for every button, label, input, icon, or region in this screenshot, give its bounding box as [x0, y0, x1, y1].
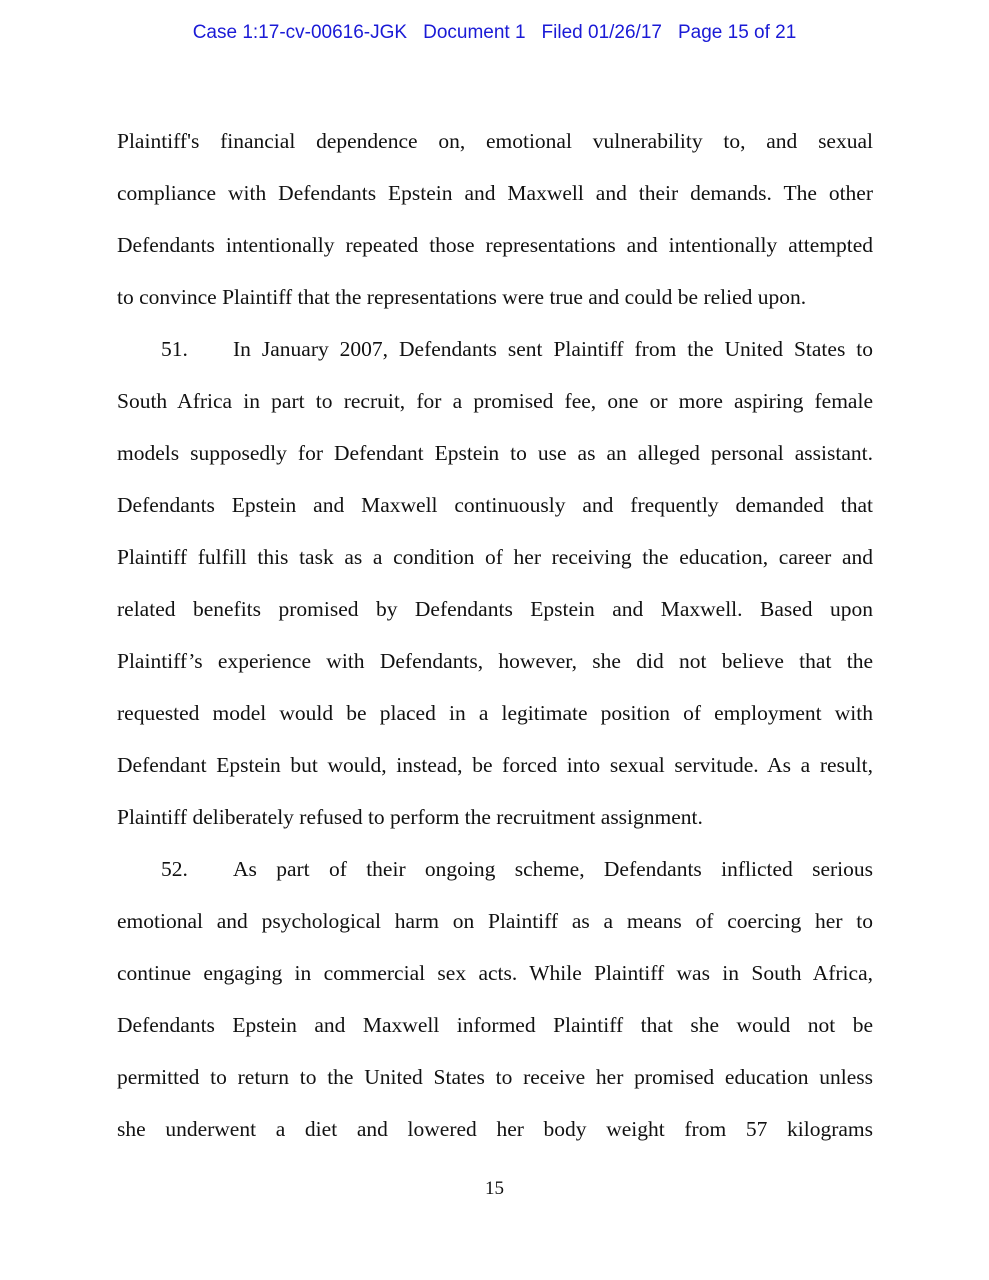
text-line: Defendants Epstein and Maxwell informed Plaintiff that she would not be	[117, 1013, 873, 1037]
paragraph-first-line	[117, 852, 873, 904]
paragraph-first-line	[117, 332, 873, 384]
text-line: Defendant Epstein but would, instead, be forced into sexual servitude. As a result,	[117, 753, 873, 777]
document-body	[117, 124, 873, 1164]
text-line: Plaintiff deliberately refused to perform the recruitment assignment.	[117, 805, 703, 829]
text-line: As part of their ongoing scheme, Defendants inflicted serious	[233, 857, 873, 881]
filed-date: Filed 01/26/17	[541, 22, 662, 43]
text-line: to convince Plaintiff that the representations were true and could be relied upon.	[117, 285, 807, 309]
text-line: continue engaging in commercial sex acts. While Plaintiff was in South Africa,	[117, 961, 873, 985]
text-line: Plaintiff fulfill this task as a condition of her receiving the education, career and	[117, 545, 873, 569]
text-line: In January 2007, Defendants sent Plaintiff from the United States to	[233, 337, 873, 361]
paragraph-number: 52.	[161, 857, 188, 881]
text-line: permitted to return to the United States to receive her promised education unless	[117, 1065, 873, 1089]
text-line: she underwent a diet and lowered her body weight from 57 kilograms	[117, 1117, 873, 1141]
page-number: 15	[485, 1178, 504, 1199]
paragraph-52	[117, 852, 873, 1164]
text-line: compliance with Defendants Epstein and Maxwell and their demands. The other	[117, 181, 873, 205]
paragraph-number: 51.	[161, 337, 188, 361]
paragraph-51	[117, 332, 873, 852]
text-line: related benefits promised by Defendants Epstein and Maxwell. Based upon	[117, 597, 873, 621]
continuation-paragraph	[117, 124, 873, 332]
text-line: Plaintiff’s experience with Defendants, however, she did not believe that the	[117, 649, 873, 673]
text-line: Defendants Epstein and Maxwell continuously and frequently demanded that	[117, 493, 873, 517]
text-line: Plaintiff's financial dependence on, emotional vulnerability to, and sexual	[117, 129, 873, 153]
court-filing-header	[0, 22, 989, 44]
text-line: models supposedly for Defendant Epstein to use as an alleged personal assistant.	[117, 441, 873, 465]
text-line: requested model would be placed in a legitimate position of employment with	[117, 701, 873, 725]
text-line: emotional and psychological harm on Plaintiff as a means of coercing her to	[117, 909, 873, 933]
text-line: South Africa in part to recruit, for a promised fee, one or more aspiring female	[117, 389, 873, 413]
document-number: Document 1	[423, 22, 526, 43]
text-line: Defendants intentionally repeated those representations and intentionally attempted	[117, 233, 873, 257]
case-number: Case 1:17-cv-00616-JGK	[192, 22, 408, 43]
page-of-total: Page 15 of 21	[677, 22, 797, 43]
